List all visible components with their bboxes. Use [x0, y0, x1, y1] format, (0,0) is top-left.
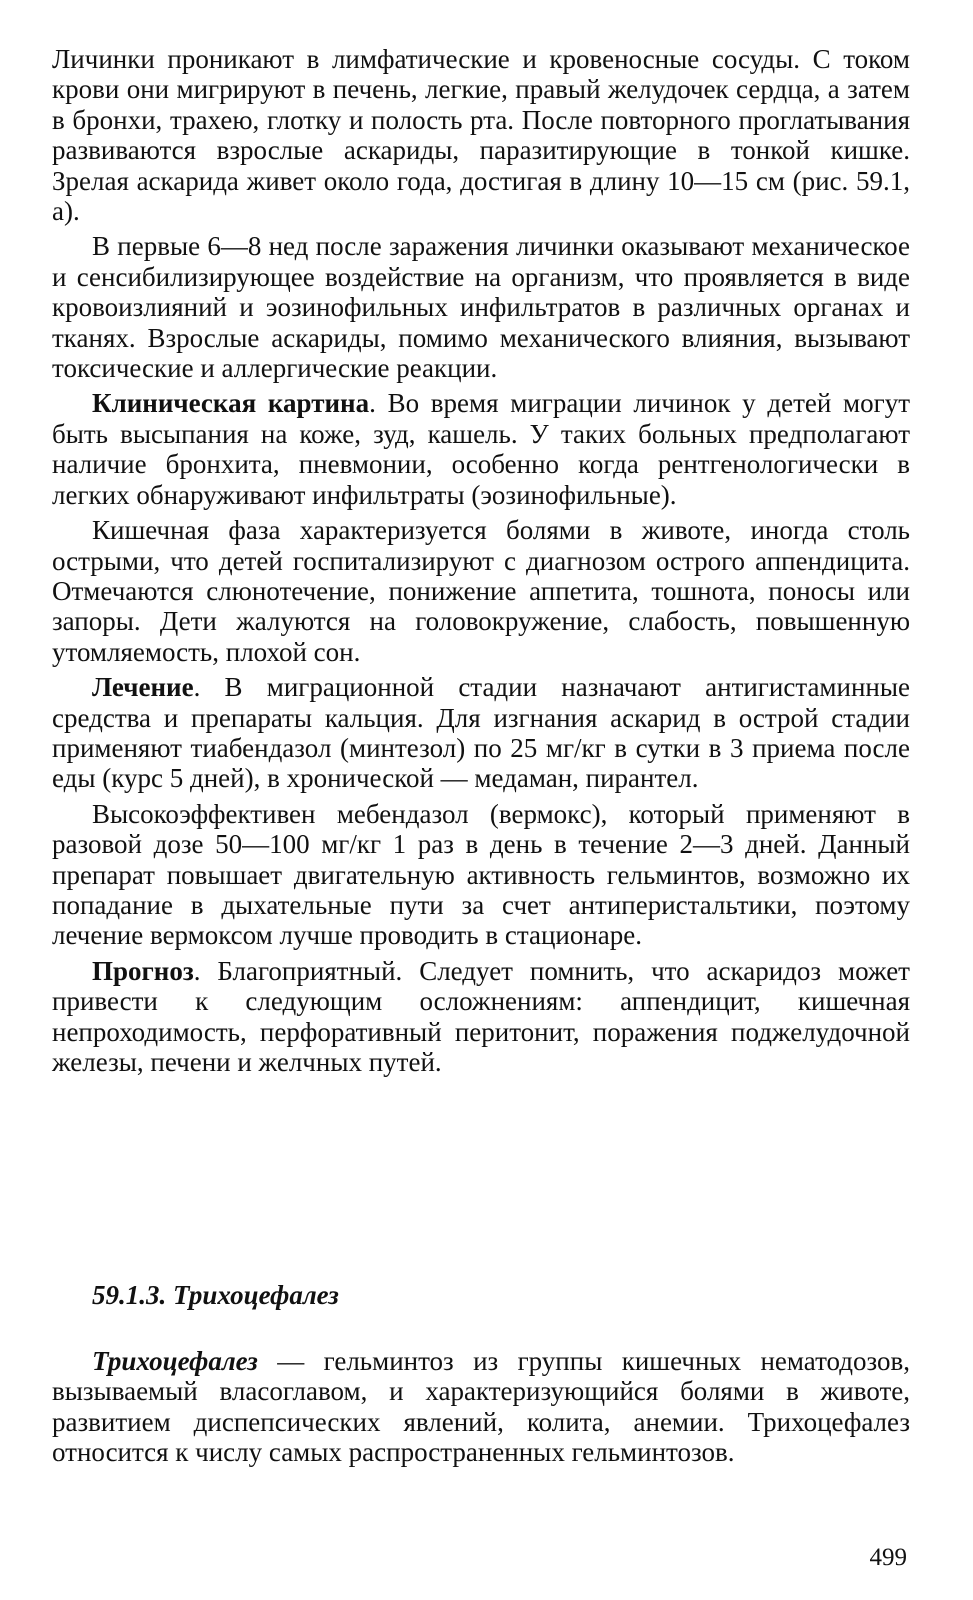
paragraph-text: — гельминтоз из группы кишечных нематодозов, вызываемый власоглавом, и характеризующийся болями в животе, развитием диспепсических явлений, колита, анемии. Трихоцефалез относится к числу самых распространенных гельминтозов.: [52, 1346, 910, 1468]
paragraph-trichocephalosis: [52, 1346, 910, 1468]
paragraph-intestinal-phase: [52, 515, 910, 667]
paragraph-text: В первые 6—8 нед после заражения личинки оказывают механическое и сенсибилизирующее воздействие на организм, что проявляется в виде кровоизлияний и эозинофильных инфильтратов в различных органах и тканях. Взрослые аскариды, помимо механического влияния, вызывают токсические и аллергические реакции.: [52, 231, 910, 384]
paragraph-text: . Благоприятный. Следует помнить, что аскаридоз может привести к следующим осложнениям: аппендицит, кишечная непроходимость, перфоративный перитонит, поражения поджелудочной железы, печени и желчных путей.: [52, 955, 910, 1077]
paragraph-larvae-effects: [52, 231, 910, 383]
run-in-heading-clinical: Клиническая картина: [92, 388, 370, 419]
page-number: 499: [869, 1544, 907, 1571]
section-heading: 59.1.3. Трихоцефалез: [92, 1280, 339, 1310]
paragraph-text: Личинки проникают в лимфатические и кровеносные сосуды. С током крови они мигрируют в печень, легкие, правый желудочек сердца, а затем в бронхи, трахею, глотку и полость рта. После повторного проглатывания развиваются взрослые аскариды, паразитирующие в тонкой кишке. Зрелая аскарида живет около года, достигая в длину 10—15 см (рис. 59.1, а).: [52, 44, 910, 227]
paragraph-mebendazole: [52, 799, 910, 951]
section-body-text: [52, 1346, 910, 1473]
paragraph-text: . Во время миграции личинок у детей могут быть высыпания на коже, зуд, кашель. У таких больных предполагают наличие бронхита, пневмонии, особенно когда рентгенологически в легких обнаруживают инфильтраты (эозинофильные).: [52, 388, 911, 510]
paragraph-text: . В миграционной стадии назначают антигистаминные средства и препараты кальция. Для изгнания аскарид в острой стадии применяют тиабендазол (минтезол) по 25 мг/кг в сутки в 3 приема после еды (курс 5 дней), в хронической — медаман, пирантел.: [52, 672, 910, 794]
paragraph-text: Высокоэффективен мебендазол (вермокс), который применяют в разовой дозе 50—100 мг/кг 1 раз в день в течение 2—3 дней. Данный препарат повышает двигательную активность гельминтов, возможно их попадание в дыхательные пути за счет антиперистальтики, поэтому лечение вермоксом лучше проводить в стационаре.: [52, 798, 910, 951]
paragraph-treatment: [52, 672, 910, 794]
paragraph-prognosis: [52, 956, 910, 1078]
run-in-heading-treatment: Лечение: [92, 672, 194, 703]
paragraph-clinical-picture: [52, 388, 910, 510]
term-trichocephalosis: Трихоцефалез: [92, 1346, 258, 1376]
body-text: [52, 44, 910, 1082]
run-in-heading-prognosis: Прогноз: [92, 955, 194, 986]
paragraph-larvae-migration: [52, 44, 910, 226]
paragraph-text: Кишечная фаза характеризуется болями в животе, иногда столь острыми, что детей госпитализируют с диагнозом острого аппендицита. Отмечаются слюнотечение, понижение аппетита, тошнота, поносы или запоры. Дети жалуются на головокружение, слабость, повышенную утомляемость, плохой сон.: [52, 515, 910, 667]
